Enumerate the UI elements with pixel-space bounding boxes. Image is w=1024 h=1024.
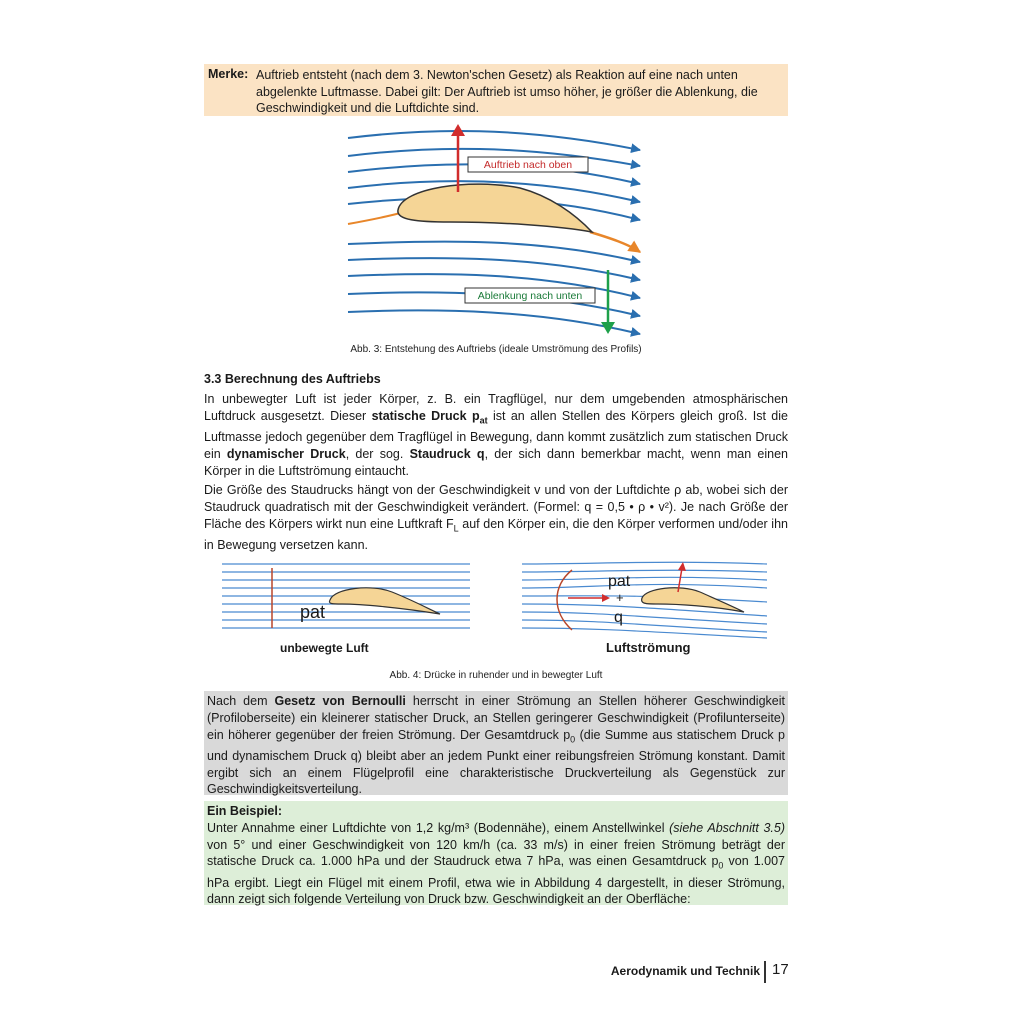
- bernoulli-box: [204, 691, 788, 795]
- left-pat-symbol: pat: [300, 602, 326, 622]
- page-number: 17: [772, 961, 789, 978]
- right-pat-symbol: pat: [608, 573, 631, 590]
- bernoulli-text: Nach dem Gesetz von Bernoulli herrscht in einer Strömung an Stellen höherer Geschwindigkeit (Profiloberseite) ein kleinerer statischer Druck, an Stellen geringerer Geschwindigkeit (Profilunterseite) ein höherer gegenüber der freien Strömung. Der Gesamtdruck $p_0$ (die Summe aus statischem Druck p und dynamischem Druck q) bleibt aber an jedem Punkt einer reibungsfreien Strömung konstant. Damit ergibt sich an einem Flügelprofil eine charakteristische Druckverteilung als Gegenstück zur Geschwindigkeitsverteilung.: [207, 694, 785, 797]
- example-text: Ein Beispiel: Unter Annahme einer Luftdichte von 1,2 kg/m³ (Bodennähe), einem Anstellwinkel (siehe Abschnitt 3.5) von 5° und einer Geschwindigkeit von 120 km/h (ca. 33 m/s) in einer freien Strömung beträgt der statische Druck ca. 1.000 hPa und der Staudruck etwa 7 hPa, was einen Gesamtdruck $p_0$ von 1.007 hPa ergibt. Liegt ein Flügel mit einem Profil, etwa wie in Abbildung 4 dargestellt, in dieser Strömung, dann zeigt sich folgende Verteilung von Druck bzw. Geschwindigkeit an der Oberfläche:: [207, 804, 785, 907]
- right-plus-symbol: +: [616, 590, 624, 605]
- merke-box: [204, 64, 788, 116]
- footer-title: Aerodynamik und Technik: [610, 964, 760, 978]
- left-caption: unbewegte Luft: [280, 641, 369, 655]
- figure-3-caption: Abb. 3: Entstehung des Auftriebs (ideale Umströmung des Profils): [350, 344, 642, 355]
- paragraph-static-pressure: In unbewegter Luft ist jeder Körper, z. B. ein Tragflügel, nur dem umgebenden atmosphärischen Luftdruck ausgesetzt. Dieser statische Druck $p_{at}$ ist an allen Stellen des Körpers gleich groß. Ist die Luftmasse jedoch gegenüber dem Tragflügel in Bewegung, dann kommt zusätzlich zum statischen Druck ein dynamischer Druck, der sog. Staudruck q, der sich dann bemerkbar macht, wenn man einen Körper in die Luftströmung eintaucht.: [204, 392, 789, 478]
- footer-separator: [764, 961, 766, 983]
- paragraph-dynamic-pressure: Die Größe des Staudrucks hängt von der Geschwindigkeit v und von der Luftdichte ρ ab, wobei sich der Staudruck quadratisch mit der Geschwindigkeit verändert. (Formel: q = 0,5 • ρ • v²). Je nach Größe der Fläche des Körpers wirkt nun eine Luftkraft $F_L$ auf den Körper ein, die den Körper verformen und/oder ihn in Bewegung versetzen kann.: [204, 483, 788, 552]
- figure-3-lift-diagram: [340, 122, 650, 340]
- example-heading: Ein Beispiel:: [207, 804, 283, 818]
- right-caption: Luftströmung: [606, 640, 691, 655]
- merke-label: Merke:: [208, 67, 249, 81]
- right-q-symbol: q: [614, 609, 623, 626]
- label-deflection: Ablenkung nach unten: [477, 290, 583, 302]
- left-profile: [330, 588, 441, 614]
- figure-4-caption: Abb. 4: Drücke in ruhender und in bewegter Luft: [389, 670, 603, 681]
- merke-text: Auftrieb entsteht (nach dem 3. Newton'schen Gesetz) als Reaktion auf eine nach unten abgelenkte Luftmasse. Dabei gilt: Der Auftrieb ist umso höher, je größer die Ablenkung, die Geschwindigkeit und die Luftdichte sind.: [256, 68, 758, 115]
- section-heading: 3.3 Berechnung des Auftriebs: [204, 372, 381, 386]
- wing-profile: [398, 184, 592, 232]
- example-box: [204, 801, 788, 905]
- label-lift: Auftrieb nach oben: [483, 159, 573, 171]
- figure-4-pressure-diagram: [222, 556, 772, 660]
